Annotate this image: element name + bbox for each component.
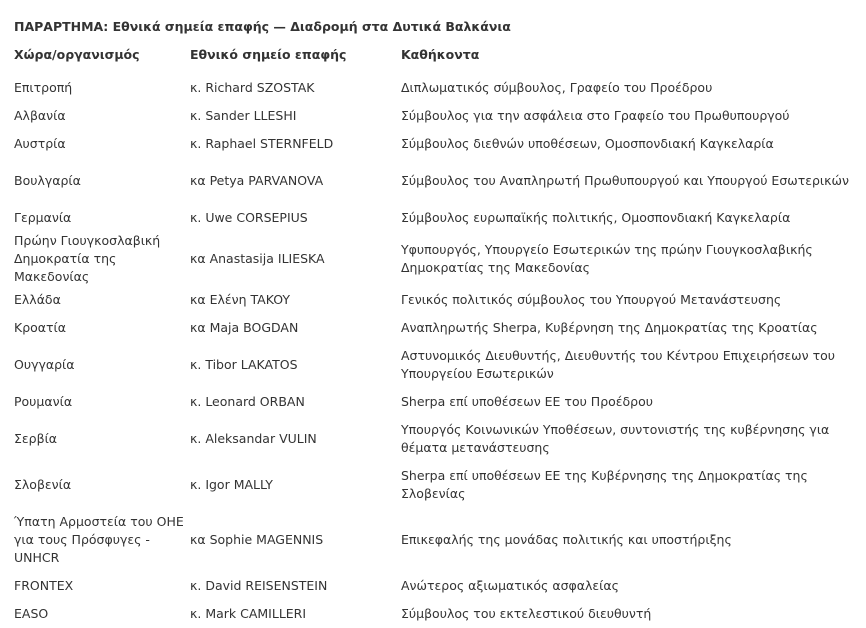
cell-country: Ρουμανία (14, 394, 73, 409)
table-row (14, 600, 854, 628)
cell-country: Σερβία (14, 431, 58, 446)
cell-duties: Γενικός πολιτικός σύμβουλος του Υπουργού Μετανάστευσης (401, 292, 782, 307)
cell-country: Πρώην Γιουγκοσλαβική Δημοκρατία της Μακεδονίας (14, 233, 161, 284)
cell-duties: Υφυπουργός, Υπουργείο Εσωτερικών της πρώην Γιουγκοσλαβικής Δημοκρατίας της Μακεδονίας (401, 242, 813, 275)
cell-country: Κροατία (14, 320, 67, 335)
cell-contact: κα Sophie MAGENNIS (190, 532, 324, 547)
cell-country: Ουγγαρία (14, 357, 75, 372)
cell-duties: Σύμβουλος του Αναπληρωτή Πρωθυπουργού και Υπουργού Εσωτερικών (401, 173, 849, 188)
cell-contact: κα Anastasija ILIESKA (190, 251, 325, 266)
cell-country: Ελλάδα (14, 292, 61, 307)
cell-contact: κ. Richard SZOSTAK (190, 80, 315, 95)
cell-contact: κ. Raphael STERNFELD (190, 136, 334, 151)
contacts-table (14, 46, 854, 628)
cell-duties: Σύμβουλος ευρωπαϊκής πολιτικής, Ομοσπονδιακή Καγκελαρία (401, 210, 791, 225)
table-row (14, 342, 854, 388)
cell-duties: Αστυνομικός Διευθυντής, Διευθυντής του Κέντρου Επιχειρήσεων του Υπουργείου Εσωτερικών (401, 348, 835, 381)
cell-contact: κ. Sander LLESHI (190, 108, 297, 123)
header-contact: Εθνικό σημείο επαφής (190, 47, 347, 62)
cell-contact: κ. Aleksandar VULIN (190, 431, 317, 446)
table-row (14, 158, 854, 204)
cell-country: Αλβανία (14, 108, 66, 123)
cell-country: Αυστρία (14, 136, 66, 151)
cell-country: Γερμανία (14, 210, 72, 225)
cell-duties: Επικεφαλής της μονάδας πολιτικής και υποστήριξης (401, 532, 732, 547)
table-row (14, 130, 854, 158)
cell-duties: Σύμβουλος διεθνών υποθέσεων, Ομοσπονδιακή Καγκελαρία (401, 136, 774, 151)
table-row (14, 74, 854, 102)
table-row (14, 232, 854, 286)
cell-contact: κα Maja BOGDAN (190, 320, 299, 335)
header-duties: Καθήκοντα (401, 47, 480, 62)
cell-contact: κα Petya PARVANOVA (190, 173, 324, 188)
table-header-row (14, 46, 854, 74)
table-row (14, 508, 854, 572)
cell-contact: κα Ελένη TAKOY (190, 292, 291, 307)
cell-duties: Sherpa επί υποθέσεων ΕΕ του Προέδρου (401, 394, 654, 409)
table-row (14, 388, 854, 416)
cell-country: Επιτροπή (14, 80, 73, 95)
table-row (14, 462, 854, 508)
document-title: ΠΑΡΑΡΤΗΜΑ: Εθνικά σημεία επαφής — Διαδρομή στα Δυτικά Βαλκάνια (14, 19, 511, 34)
cell-duties: Σύμβουλος του εκτελεστικού διευθυντή (401, 606, 652, 621)
cell-duties: Αναπληρωτής Sherpa, Κυβέρνηση της Δημοκρατίας της Κροατίας (401, 320, 818, 335)
cell-contact: κ. David REISENSTEIN (190, 578, 328, 593)
cell-country: EASO (14, 606, 49, 621)
cell-country: Σλοβενία (14, 477, 72, 492)
table-row (14, 286, 854, 314)
cell-duties: Σύμβουλος για την ασφάλεια στο Γραφείο του Πρωθυπουργού (401, 108, 790, 123)
cell-duties: Ανώτερος αξιωματικός ασφαλείας (401, 578, 619, 593)
table-row (14, 416, 854, 462)
cell-contact: κ. Leonard ORBAN (190, 394, 305, 409)
cell-contact: κ. Tibor LAKATOS (190, 357, 298, 372)
cell-country: Ύπατη Αρμοστεία του ΟΗΕ για τους Πρόσφυγες - UNHCR (14, 514, 184, 565)
header-country: Χώρα/οργανισμός (14, 47, 140, 62)
table-row (14, 204, 854, 232)
cell-contact: κ. Mark CAMILLERI (190, 606, 307, 621)
cell-contact: κ. Igor MALLY (190, 477, 273, 492)
cell-country: FRONTEX (14, 578, 74, 593)
cell-contact: κ. Uwe CORSEPIUS (190, 210, 308, 225)
cell-duties: Υπουργός Κοινωνικών Υποθέσεων, συντονιστής της κυβέρνησης για θέματα μετανάστευσης (401, 422, 830, 455)
cell-country: Βουλγαρία (14, 173, 81, 188)
cell-duties: Sherpa επί υποθέσεων ΕΕ της Κυβέρνησης της Δημοκρατίας της Σλοβενίας (401, 468, 808, 501)
table-row (14, 102, 854, 130)
table-row (14, 314, 854, 342)
table-row (14, 572, 854, 600)
cell-duties: Διπλωματικός σύμβουλος, Γραφείο του Προέδρου (401, 80, 713, 95)
